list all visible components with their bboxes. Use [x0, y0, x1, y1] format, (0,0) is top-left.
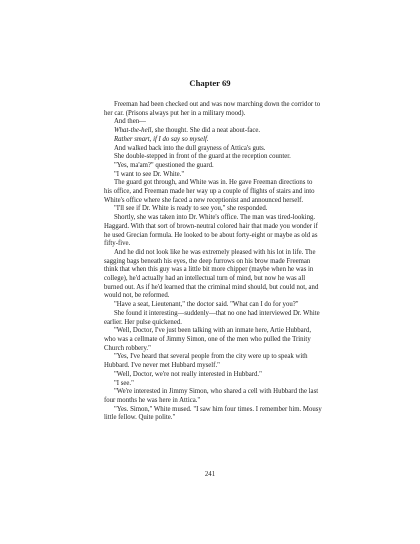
paragraph: And then— [114, 118, 146, 126]
paragraph: "We're interested in Jimmy Simon, who shared a cell with Hubbard the last four months he was here in Attica." [104, 388, 319, 404]
paragraph: "Well, Doctor, we're not really interested in Hubbard." [114, 370, 262, 378]
paragraph: Shortly, she was taken into Dr. White's office. The man was tired-looking. Haggard. With that sort of brown-neutral colored hair that made you wonder if he used Grecian formula. He looked to be about forty-eight or maybe as old as fifty-five. [104, 214, 318, 248]
page-number: 241 [204, 471, 216, 478]
paragraph: Freeman had been checked out and was now marching down the corridor to her car. (Prisons always put her in a military mood). [104, 101, 321, 117]
paragraph: She found it interesting—suddenly—that no one had interviewed Dr. White earlier. Her pulse quickened. [104, 309, 320, 326]
paragraph [104, 127, 322, 136]
paragraph: And he did not look like he was extremely pleased with his lot in life. The sagging bags beneath his eyes, the deep furrows on his brow made Freeman think that when this guy was a little bit more chipper (maybe when he was in college), he'd actually had an intellectual turn of mind, but now he was all burned out. As if he'd learned that the criminal mind should, but could not, and would not, be reformed. [104, 248, 319, 300]
paragraph: "I'll see if Dr. White is ready to see you," she responded. [114, 205, 268, 213]
italic-text: What-the-hell, [114, 127, 154, 135]
paragraph: "Yes. Simon," White mused. "I saw him four times. I remember him. Mousy little fellow. Quite polite." [104, 405, 322, 422]
paragraph: "I see." [114, 379, 134, 387]
paragraph: "Well, Doctor, I've just been talking with an inmate here, Artie Hubbard, who was a cellmate of Jimmy Simon, one of the men who pulled the Trinity Church robbery." [104, 327, 312, 352]
chapter-heading: Chapter 69 [189, 78, 231, 88]
chapter-body [104, 101, 322, 423]
paragraph: "I want to see Dr. White." [114, 170, 185, 178]
paragraph-text: she thought. She did a neat about-face. [153, 127, 261, 135]
paragraph-italic: Rather smart, if I do say so myself. [114, 135, 209, 143]
paragraph: "Yes, I've heard that several people from the city were up to speak with Hubbard. I've never met Hubbard myself." [104, 353, 308, 370]
paragraph: She double-stepped in front of the guard at the reception counter. [114, 153, 291, 161]
paragraph: And walked back into the dull grayness of Attica's guts. [114, 144, 266, 152]
paragraph: "Yes, ma'am?" questioned the guard. [114, 161, 214, 169]
paragraph: The guard got through, and White was in. He gave Freeman directions to his office, and Freeman made her way up a couple of flights of stairs and into White's office where she faced a new receptionist and announced herself. [104, 179, 315, 204]
paragraph: "Have a seat, Lieutenant," the doctor said. "What can I do for you?" [114, 301, 299, 309]
